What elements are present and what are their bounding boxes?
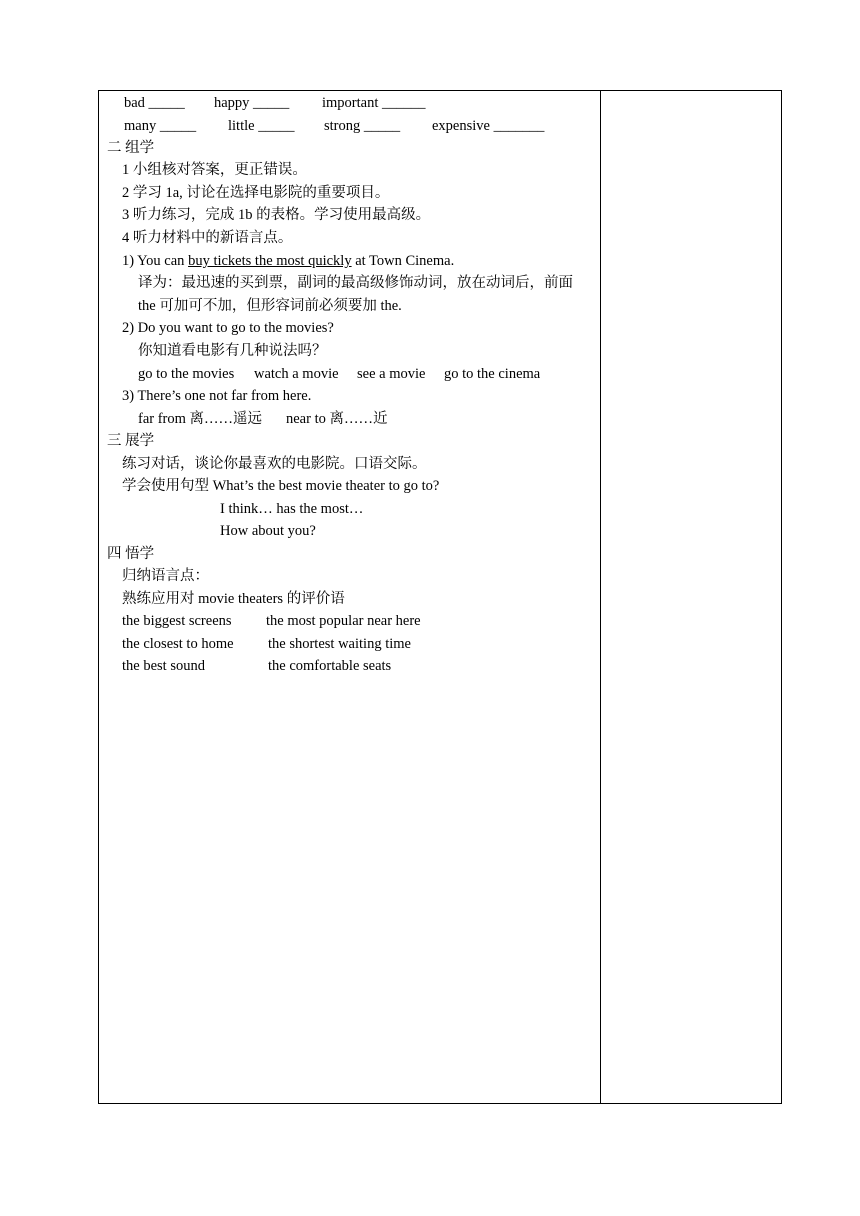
phrase-go-to-the-cinema: go to the cinema: [444, 366, 541, 382]
language-point-3: 3) There’s one not far from here.: [122, 388, 312, 404]
sentence-pattern-3: How about you?: [220, 523, 316, 539]
sentence-pattern-2: I think… has the most…: [220, 501, 364, 517]
word-blank-bad: bad _____: [124, 95, 185, 111]
phrase-closest-to-home: the closest to home: [122, 636, 234, 652]
section-heading-reflect-study: 四 悟学: [107, 546, 155, 562]
phrase-watch-a-movie: watch a movie: [254, 366, 339, 382]
section-heading-show-study: 三 展学: [107, 433, 155, 449]
language-point-1-note-a: 译为：最迅速的买到票，副词的最高级修饰动词，放在动词后，前面: [138, 275, 573, 291]
language-point-2: 2) Do you want to go to the movies?: [122, 320, 334, 336]
step-2: 2 学习 1a, 讨论在选择电影院的重要项目。: [122, 185, 390, 201]
phrase-shortest-waiting-time: the shortest waiting time: [268, 636, 411, 652]
step-4: 4 听力材料中的新语言点。: [122, 230, 293, 246]
phrase-far-from: far from 离……遥远: [138, 411, 263, 427]
phrase-near-to: near to 离……近: [286, 411, 388, 427]
step-3: 3 听力练习，完成 1b 的表格。学习使用最高级。: [122, 207, 431, 223]
phrase-best-sound: the best sound: [122, 658, 205, 674]
phrase-comfortable-seats: the comfortable seats: [268, 658, 392, 674]
language-point-1: 1) You can buy tickets the most quickly at Town Cinema.: [122, 253, 455, 269]
word-blank-strong: strong _____: [324, 118, 401, 134]
phrase-go-to-the-movies: go to the movies: [138, 366, 235, 382]
language-point-2-note: 你知道看电影有几种说法吗？: [138, 343, 327, 359]
phrase-most-popular: the most popular near here: [266, 613, 421, 629]
word-blank-expensive: expensive _______: [432, 118, 545, 134]
practice-dialogue: 练习对话，谈论你最喜欢的电影院。口语交际。: [122, 456, 427, 472]
underlined-phrase: buy tickets the most quickly: [188, 253, 352, 269]
phrase-biggest-screens: the biggest screens: [122, 613, 232, 629]
sentence-pattern-1: 学会使用句型 What’s the best movie theater to go to?: [122, 478, 440, 494]
table-column-divider: [600, 90, 601, 1104]
summary-label: 归纳语言点：: [122, 568, 209, 584]
phrase-see-a-movie: see a movie: [357, 366, 426, 382]
word-blank-important: important ______: [322, 95, 426, 111]
summary-instruction: 熟练应用对 movie theaters 的评价语: [122, 591, 345, 607]
language-point-1-note-b: the 可加可不加，但形容词前必须要加 the.: [138, 298, 402, 314]
word-blank-many: many _____: [124, 118, 197, 134]
section-heading-group-study: 二 组学: [107, 140, 155, 156]
step-1: 1 小组核对答案，更正错误。: [122, 162, 307, 178]
word-blank-little: little _____: [228, 118, 295, 134]
word-blank-happy: happy _____: [214, 95, 290, 111]
